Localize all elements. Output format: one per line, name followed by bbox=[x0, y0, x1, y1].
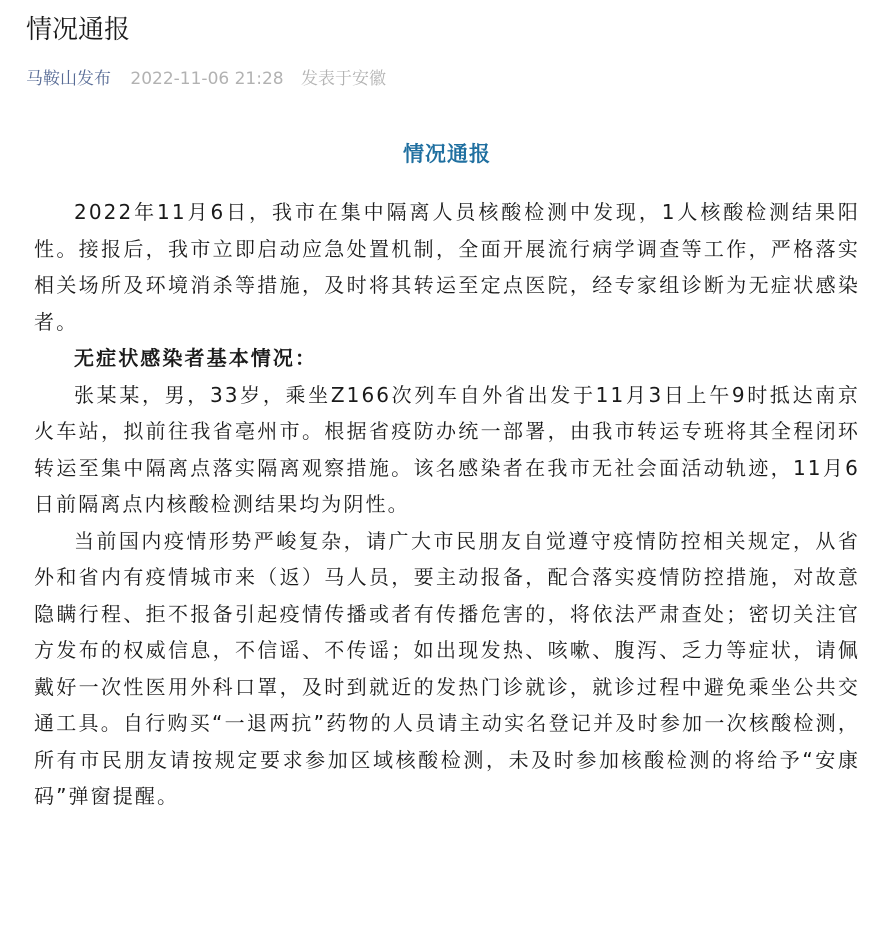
publish-time: 2022-11-06 21:28 bbox=[130, 69, 284, 89]
content-heading: 情况通报 bbox=[403, 142, 491, 166]
paragraph-public-notice: 当前国内疫情形势严峻复杂，请广大市民朋友自觉遵守疫情防控相关规定，从省外和省内有疫情城市来（返）马人员，要主动报备，配合落实疫情防控措施，对故意隐瞒行程、拒不报备引起疫情传播或者有传播危害的，将依法严肃查处；密切关注官方发布的权威信息，不信谣、不传谣；如出现发热、咳嗽、腹泻、乏力等症状，请佩戴好一次性医用外科口罩，及时到就近的发热门诊就诊，就诊过程中避免乘坐公共交通工具。自行购买“一退两抗”药物的人员请主动实名登记并及时参加一次核酸检测，所有市民朋友请按规定要求参加区域核酸检测，未及时参加核酸检测的将给予“安康码”弹窗提醒。 bbox=[34, 528, 860, 808]
article-meta bbox=[26, 66, 386, 92]
article-content bbox=[34, 136, 860, 815]
account-name-link[interactable]: 马鞍山发布 bbox=[26, 69, 111, 89]
publish-location: 发表于安徽 bbox=[301, 69, 387, 89]
paragraph-case-details: 张某某，男，33岁，乘坐Z166次列车自外省出发于11月3日上午9时抵达南京火车站，拟前往我省亳州市。根据省疫防办统一部署，由我市转运专班将其全程闭环转运至集中隔离点落实隔离观察措施。该名感染者在我市无社会面活动轨迹，11月6日前隔离点内核酸检测结果均为阴性。 bbox=[34, 382, 860, 516]
paragraph-announcement: 2022年11月6日，我市在集中隔离人员核酸检测中发现，1人核酸检测结果阳性。接报后，我市立即启动应急处置机制，全面开展流行病学调查等工作，严格落实相关场所及环境消杀等措施，及时将其转运至定点医院，经专家组诊断为无症状感染者。 bbox=[34, 200, 860, 334]
paragraph-case-subheading: 无症状感染者基本情况： bbox=[74, 346, 318, 370]
article-title: 情况通报 bbox=[26, 15, 131, 45]
